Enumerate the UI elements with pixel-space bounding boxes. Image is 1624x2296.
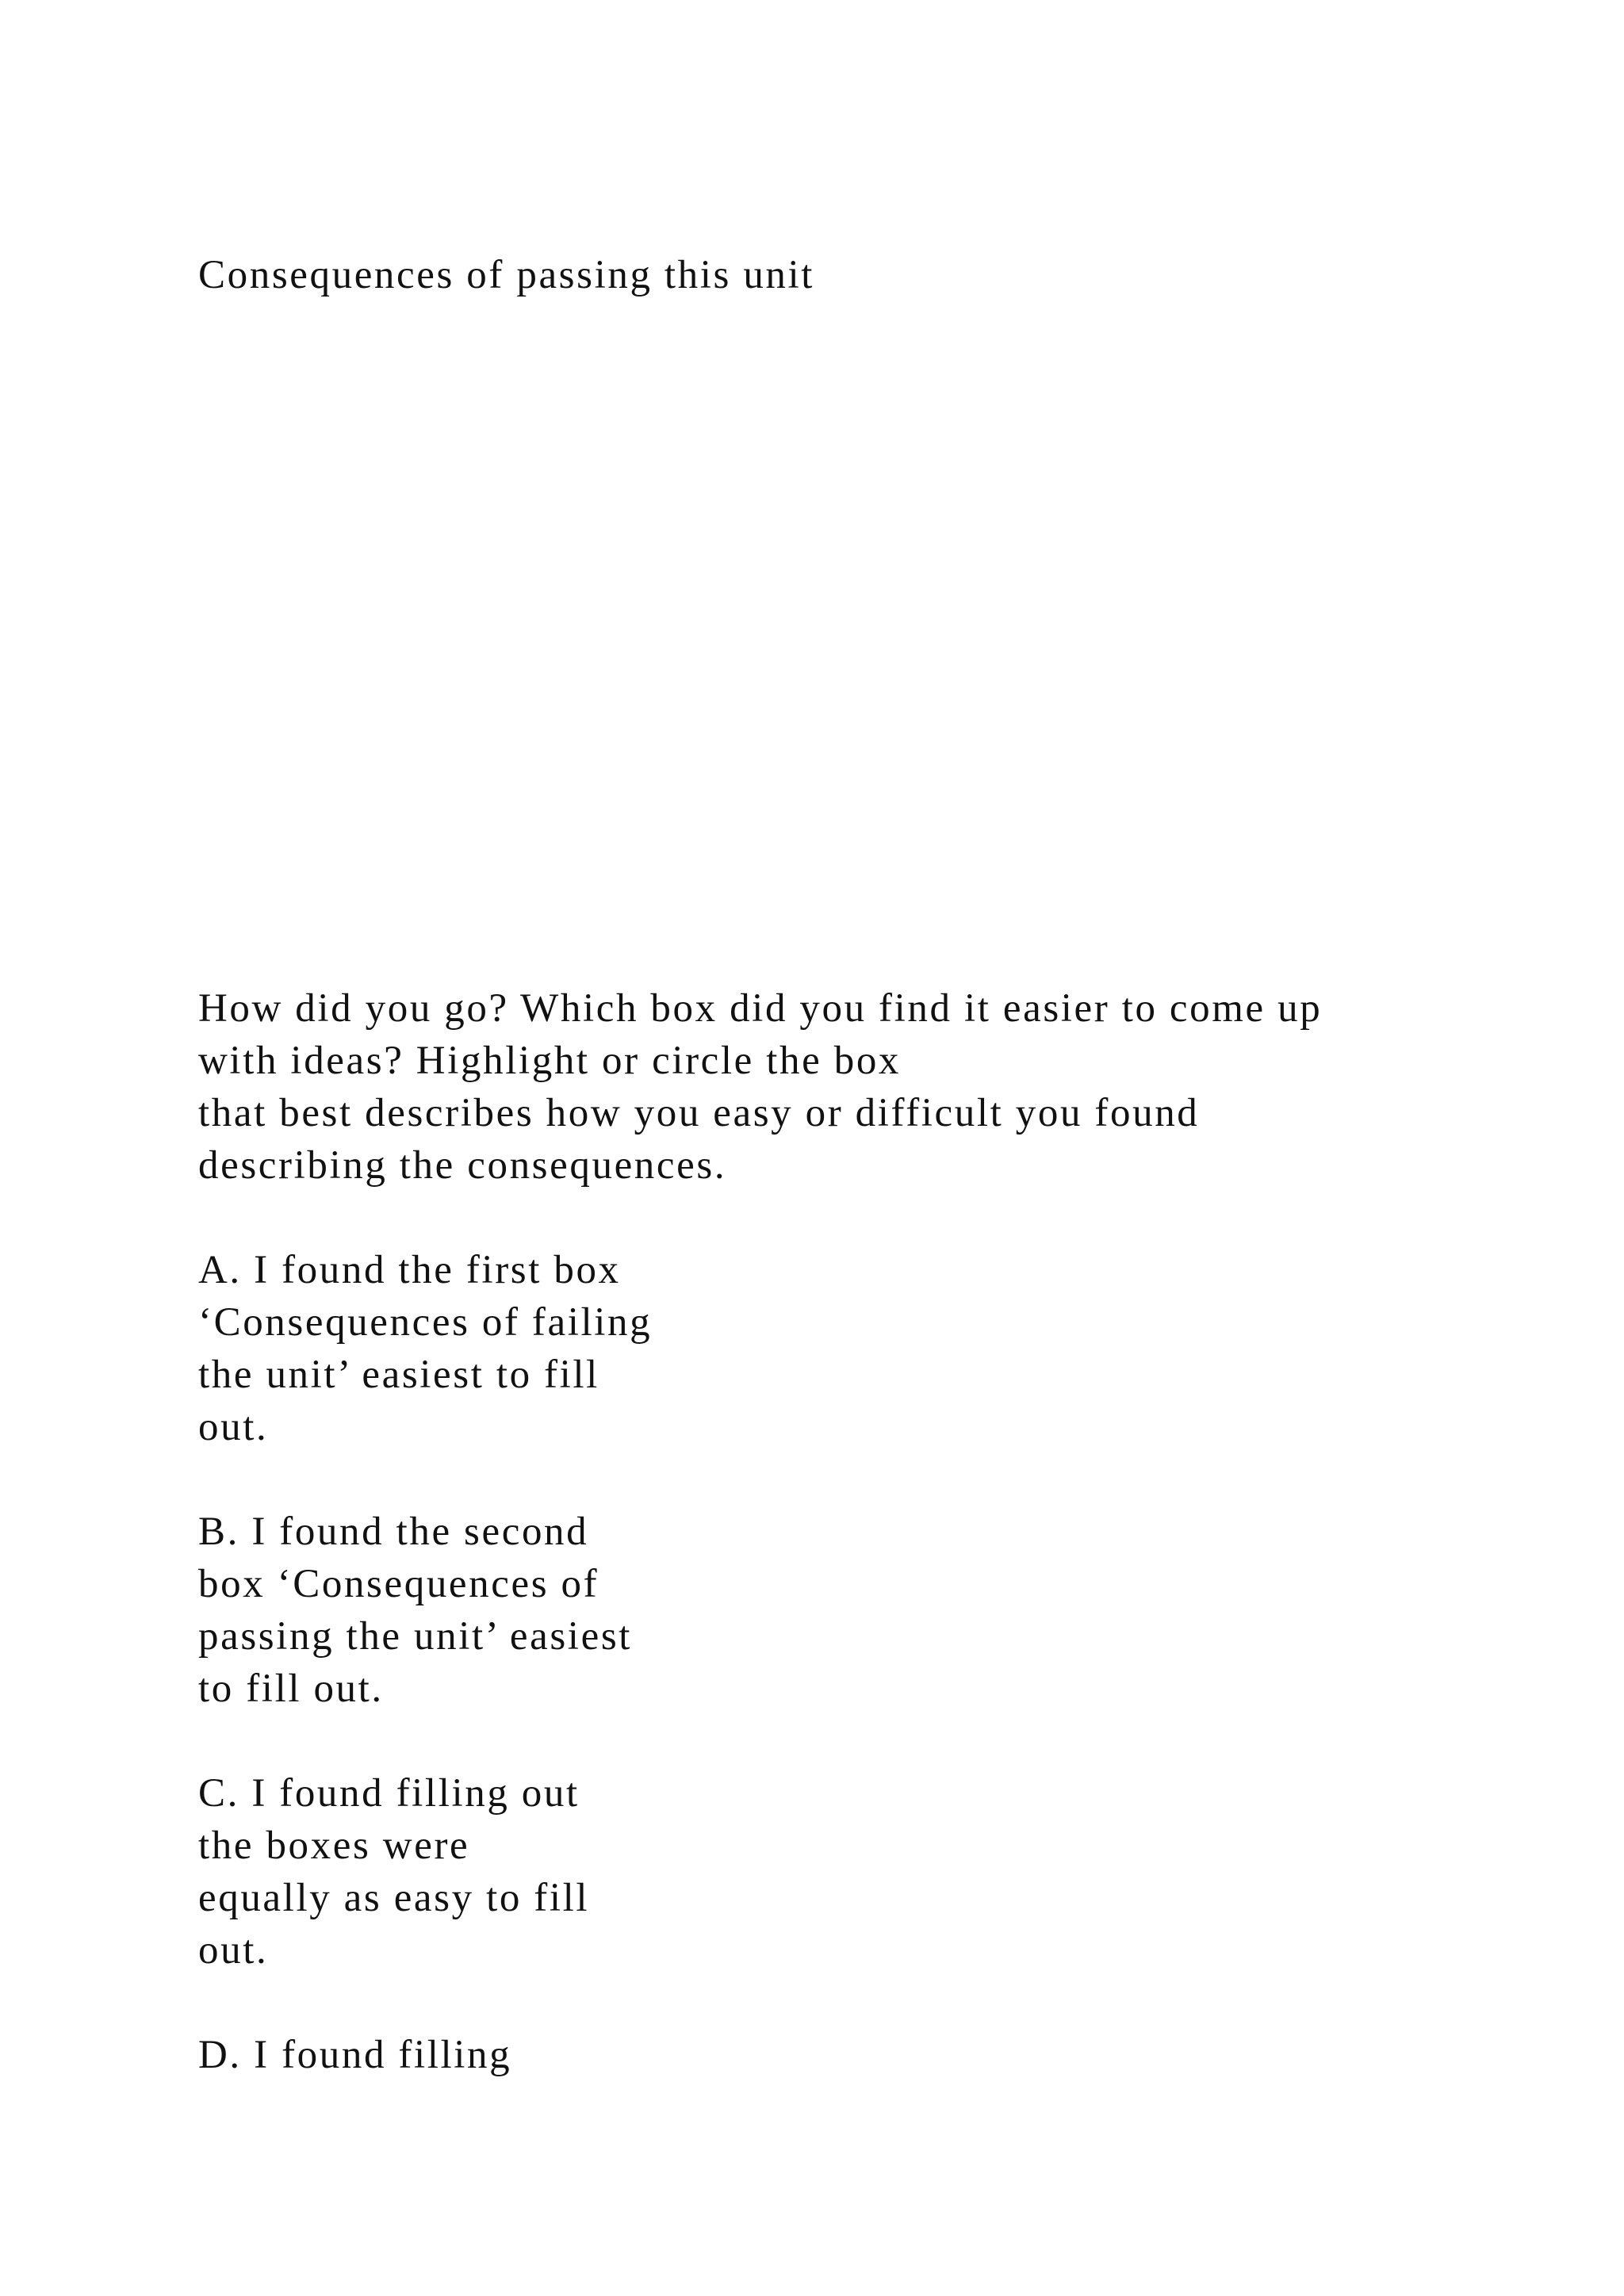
option-b-line-4: to fill out. — [198, 1667, 384, 1711]
option-a-line-2: ‘Consequences of failing — [198, 1300, 653, 1345]
option-b-line-2: box ‘Consequences of — [198, 1562, 599, 1606]
option-c-line-3: equally as easy to fill — [198, 1876, 590, 1920]
section-heading: Consequences of passing this unit — [198, 253, 815, 297]
option-b-line-1: B. I found the second — [198, 1510, 589, 1554]
question-line-3: that best describes how you easy or difficult you found — [198, 1091, 1200, 1135]
question-line-4: describing the consequences. — [198, 1143, 727, 1188]
option-b-line-3: passing the unit’ easiest — [198, 1614, 633, 1659]
option-c-line-1: C. I found filling out — [198, 1771, 580, 1816]
question-line-1: How did you go? Which box did you find it easier to come up — [198, 986, 1323, 1031]
option-c-line-2: the boxes were — [198, 1823, 470, 1868]
option-c-line-4: out. — [198, 1928, 269, 1973]
option-a-line-3: the unit’ easiest to fill — [198, 1353, 599, 1397]
option-a-line-1: A. I found the first box — [198, 1248, 621, 1292]
option-a-line-4: out. — [198, 1405, 269, 1449]
option-d-line-1: D. I found filling — [198, 2033, 512, 2077]
question-line-2: with ideas? Highlight or circle the box — [198, 1039, 902, 1083]
